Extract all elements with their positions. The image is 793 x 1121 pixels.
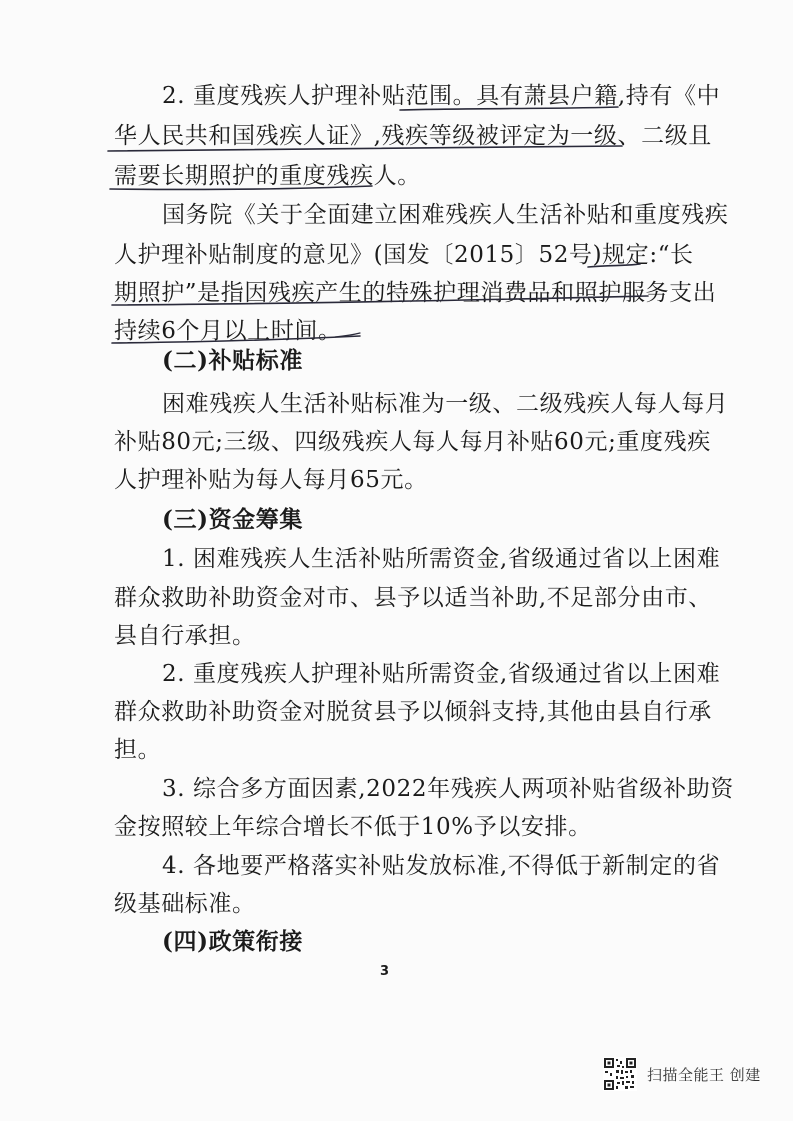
text-line-21: 4. 各地要严格落实补贴发放标准,不得低于新制定的省 [162,853,721,879]
text-line-20: 金按照较上年综合增长不低于10%予以安排。 [114,814,592,840]
section-heading-funding: (三)资金筹集 [162,506,303,533]
text-line-14: 群众救助补助资金对市、县予以适当补助,不足部分由市、 [114,585,712,611]
text-line-19: 3. 综合多方面因素,2022年残疾人两项补贴省级补助资 [162,776,734,802]
text-line-10: 补贴80元;三级、四级残疾人每人每月补贴60元;重度残疾 [114,429,711,455]
text-line-15: 县自行承担。 [114,623,256,649]
section-heading-policy-link: (四)政策衔接 [162,928,303,955]
page-number: 3 [380,964,390,979]
text-line-11: 人护理补贴为每人每月65元。 [114,467,428,493]
text-line-22: 级基础标准。 [114,891,256,917]
text-line-16: 2. 重度残疾人护理补贴所需资金,省级通过省以上困难 [162,661,721,687]
text-line-2: 华人民共和国残疾人证》,残疾等级被评定为一级、二级且 [114,123,712,149]
text-line-6: 期照护”是指因残疾产生的特殊护理消费品和照护服务支出 [114,280,717,306]
text-line-18: 担。 [114,737,162,763]
text-line-1: 2. 重度残疾人护理补贴范围。具有萧县户籍,持有《中 [162,83,721,109]
text-line-3: 需要长期照护的重度残疾人。 [114,163,421,189]
qr-code-icon [603,1057,637,1091]
text-line-4: 国务院《关于全面建立困难残疾人生活补贴和重度残疾 [162,202,729,228]
text-line-9: 困难残疾人生活补贴标准为一级、二级残疾人每人每月 [162,391,729,417]
text-line-7: 持续6个月以上时间。 [114,318,342,344]
text-line-5: 人护理补贴制度的意见》(国发〔2015〕52号)规定:“长 [114,242,694,268]
text-line-17: 群众救助补助资金对脱贫县予以倾斜支持,其他由县自行承 [114,699,712,725]
scanner-watermark [603,1057,761,1091]
text-line-13: 1. 困难残疾人生活补贴所需资金,省级通过省以上困难 [162,546,721,572]
section-heading-subsidy-standard: (二)补贴标准 [162,347,303,374]
watermark-text: 扫描全能王 创建 [647,1065,761,1084]
